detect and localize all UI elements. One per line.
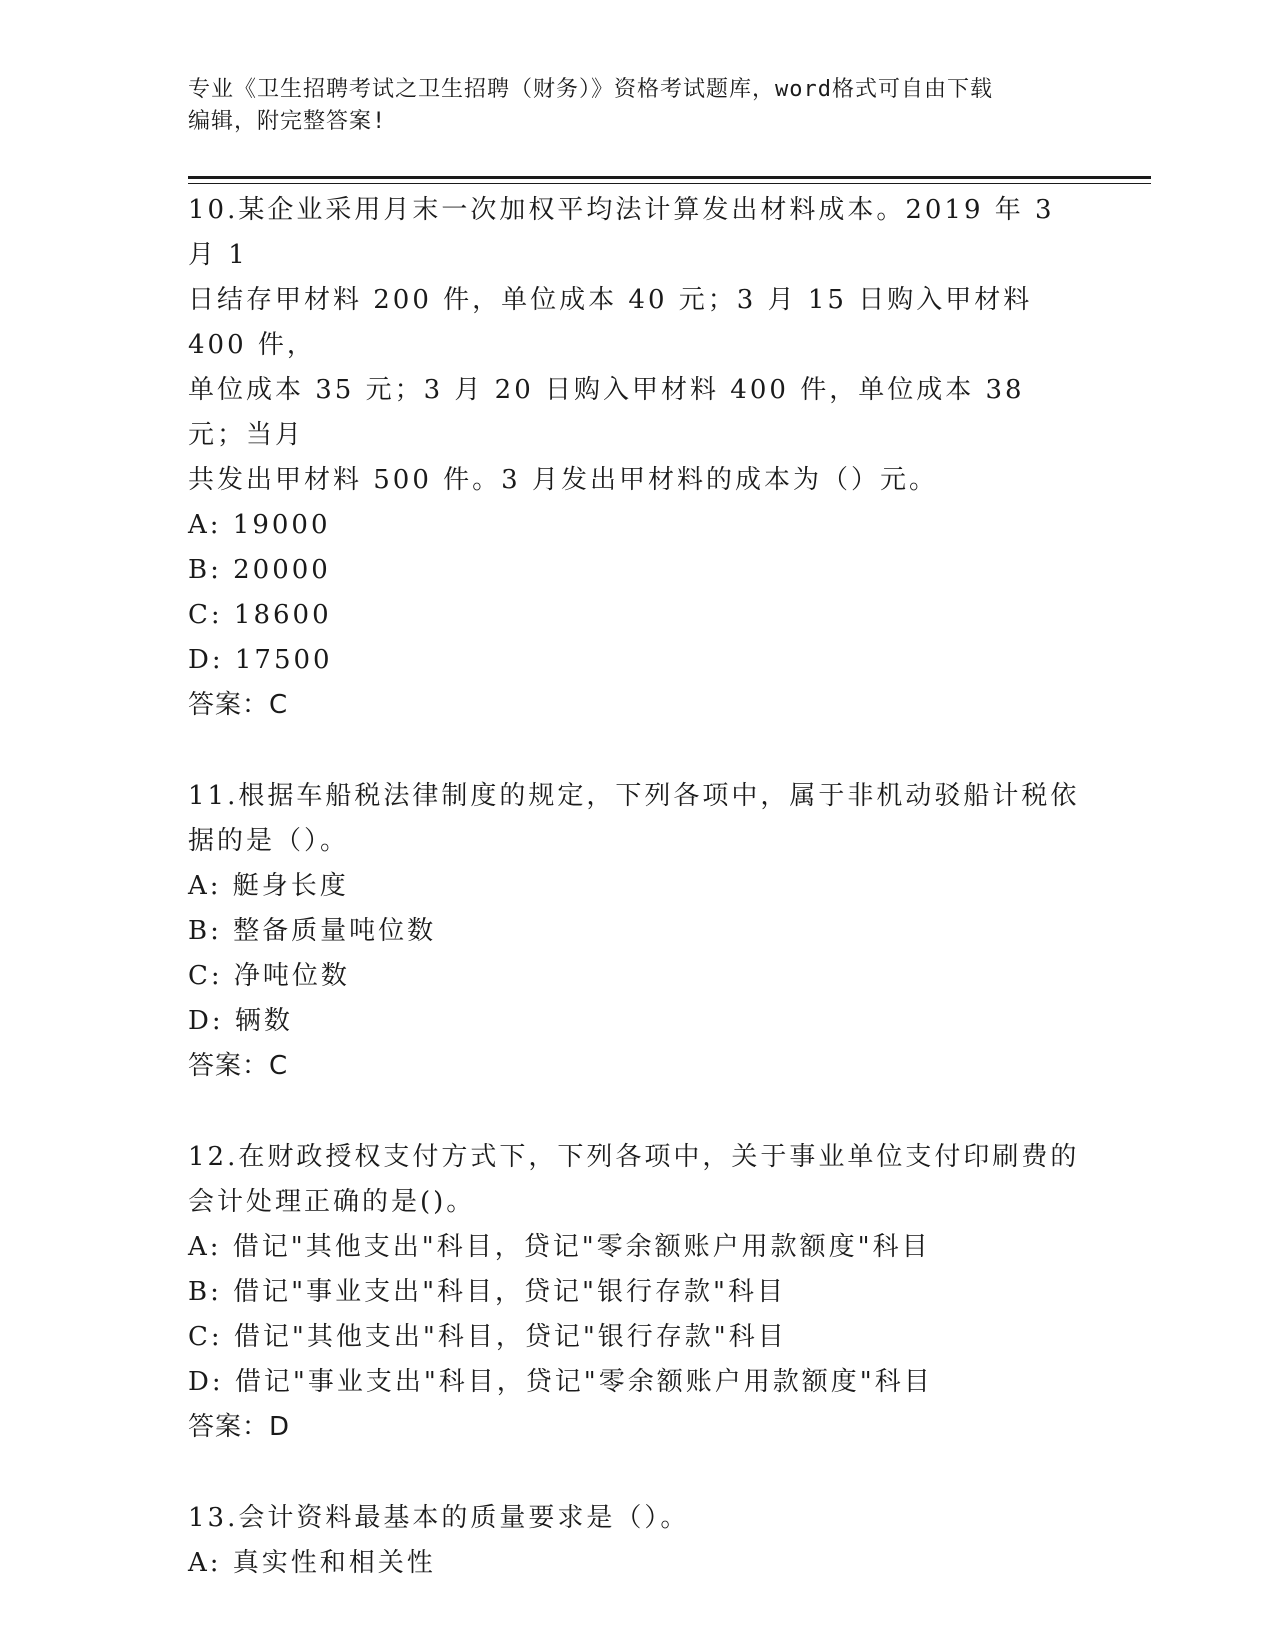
option-c: C: 18600 [188, 600, 332, 630]
question-list [188, 188, 1088, 1586]
option-a: A: 艇身长度 [188, 871, 349, 901]
question-line: 日结存甲材料 200 件，单位成本 40 元；3 月 15 日购入甲材料 400 件， [188, 285, 1033, 360]
answer-label: 答案：C [188, 690, 289, 720]
option-b: B: 20000 [188, 555, 331, 585]
option-d: D: 17500 [188, 645, 333, 675]
question-line: 共发出甲材料 500 件。3 月发出甲材料的成本为（）元。 [188, 465, 938, 495]
question-13-stem [188, 1496, 1088, 1541]
answer-label: 答案：C [188, 1051, 289, 1081]
option-d: D: 借记"事业支出"科目，贷记"零余额账户用款额度"科目 [188, 1367, 933, 1397]
question-10-stem [188, 188, 1088, 503]
header-line-2: 编辑，附完整答案! [188, 109, 387, 134]
option-a: A: 真实性和相关性 [188, 1548, 436, 1578]
option-a: A: 借记"其他支出"科目，贷记"零余额账户用款额度"科目 [188, 1232, 931, 1262]
question-12-stem [188, 1135, 1088, 1225]
header-line-1: 专业《卫生招聘考试之卫生招聘（财务）》资格考试题库，word格式可自由下载 [188, 77, 993, 102]
option-b: B: 整备质量吨位数 [188, 916, 437, 946]
question-spacer [188, 728, 1088, 774]
question-11-stem [188, 774, 1088, 864]
header-divider-thin [188, 183, 1151, 184]
question-11 [188, 774, 1088, 1089]
option-c: C: 净吨位数 [188, 961, 350, 991]
question-12 [188, 1135, 1088, 1450]
question-line: 会计处理正确的是()。 [188, 1187, 476, 1217]
question-13 [188, 1496, 1088, 1586]
question-spacer [188, 1450, 1088, 1496]
question-line: 据的是（）。 [188, 826, 350, 856]
answer-label: 答案：D [188, 1412, 291, 1442]
question-10 [188, 188, 1088, 728]
option-b: B: 借记"事业支出"科目，贷记"银行存款"科目 [188, 1277, 786, 1307]
question-line: 12.在财政授权支付方式下，下列各项中，关于事业单位支付印刷费的 [188, 1142, 1080, 1172]
question-line: 11.根据车船税法律制度的规定，下列各项中，属于非机动驳船计税依 [188, 781, 1080, 811]
document-header [188, 74, 1088, 138]
question-line: 10.某企业采用月末一次加权平均法计算发出材料成本。2019 年 3 月 1 [188, 195, 1055, 270]
header-divider-thick [188, 176, 1151, 179]
option-d: D: 辆数 [188, 1006, 293, 1036]
question-spacer [188, 1089, 1088, 1135]
option-c: C: 借记"其他支出"科目，贷记"银行存款"科目 [188, 1322, 787, 1352]
question-line: 13.会计资料最基本的质量要求是（）。 [188, 1503, 690, 1533]
question-line: 单位成本 35 元；3 月 20 日购入甲材料 400 件，单位成本 38 元；当月 [188, 375, 1025, 450]
option-a: A: 19000 [188, 510, 331, 540]
